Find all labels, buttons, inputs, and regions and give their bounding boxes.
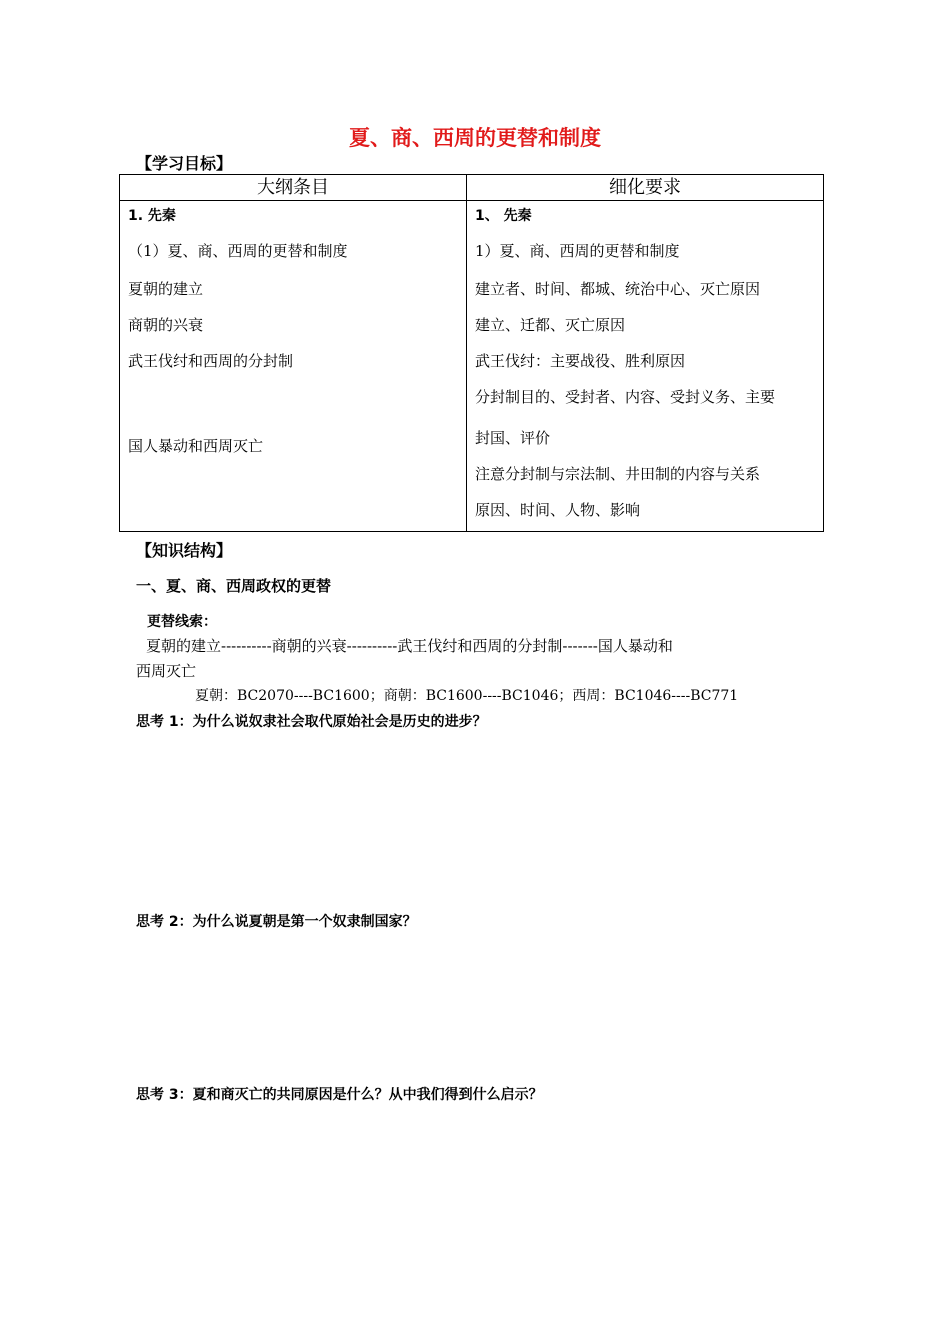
details-cell xyxy=(467,201,824,532)
outline-item: 1. 先秦 xyxy=(128,208,176,224)
table-header-details: 细化要求 xyxy=(467,175,824,201)
think-question-2: 思考 2：为什么说夏朝是第一个奴隶制国家？ xyxy=(136,914,417,930)
table-header-outline: 大纲条目 xyxy=(120,175,467,201)
table-row xyxy=(120,201,824,532)
details-item: 注意分封制与宗法制、井田制的内容与关系 xyxy=(475,465,761,483)
page-title: 夏、商、西周的更替和制度 xyxy=(349,126,601,150)
details-item: 原因、时间、人物、影响 xyxy=(475,501,641,519)
section-heading-goals: 【学习目标】 xyxy=(136,154,233,173)
clue-line-continued: 西周灭亡 xyxy=(136,662,197,680)
outline-item: 武王伐纣和西周的分封制 xyxy=(128,352,294,370)
details-item: 分封制目的、受封者、内容、受封义务、主要 xyxy=(475,388,776,406)
section-heading-knowledge: 【知识结构】 xyxy=(136,541,233,560)
goals-table xyxy=(119,174,824,532)
outline-item: 商朝的兴衰 xyxy=(128,316,204,334)
details-item: 建立、迁都、灭亡原因 xyxy=(475,316,626,334)
details-item: 建立者、时间、都城、统治中心、灭亡原因 xyxy=(475,280,761,298)
part1-heading: 一、夏、商、西周政权的更替 xyxy=(136,577,332,595)
clue-line: 夏朝的建立----------商朝的兴衰----------武王伐纣和西周的分封制-------国人暴动和 xyxy=(146,637,673,655)
details-item: 1、 先秦 xyxy=(475,208,532,224)
outline-cell xyxy=(120,201,467,532)
clue-label: 更替线索： xyxy=(147,614,217,630)
details-item: 武王伐纣：主要战役、胜利原因 xyxy=(475,352,686,370)
details-item: 1）夏、商、西周的更替和制度 xyxy=(475,242,680,260)
table-header-row xyxy=(120,175,824,201)
outline-item: 夏朝的建立 xyxy=(128,280,204,298)
think-question-1: 思考 1：为什么说奴隶社会取代原始社会是历史的进步？ xyxy=(136,714,487,730)
outline-item: 国人暴动和西周灭亡 xyxy=(128,437,264,455)
outline-item: （1）夏、商、西周的更替和制度 xyxy=(128,242,348,260)
details-item: 封国、评价 xyxy=(475,429,551,447)
dates-line: 夏朝：BC2070----BC1600；商朝：BC1600----BC1046；西周：BC1046----BC771 xyxy=(195,688,739,704)
think-question-3: 思考 3：夏和商灭亡的共同原因是什么？从中我们得到什么启示？ xyxy=(136,1087,543,1103)
